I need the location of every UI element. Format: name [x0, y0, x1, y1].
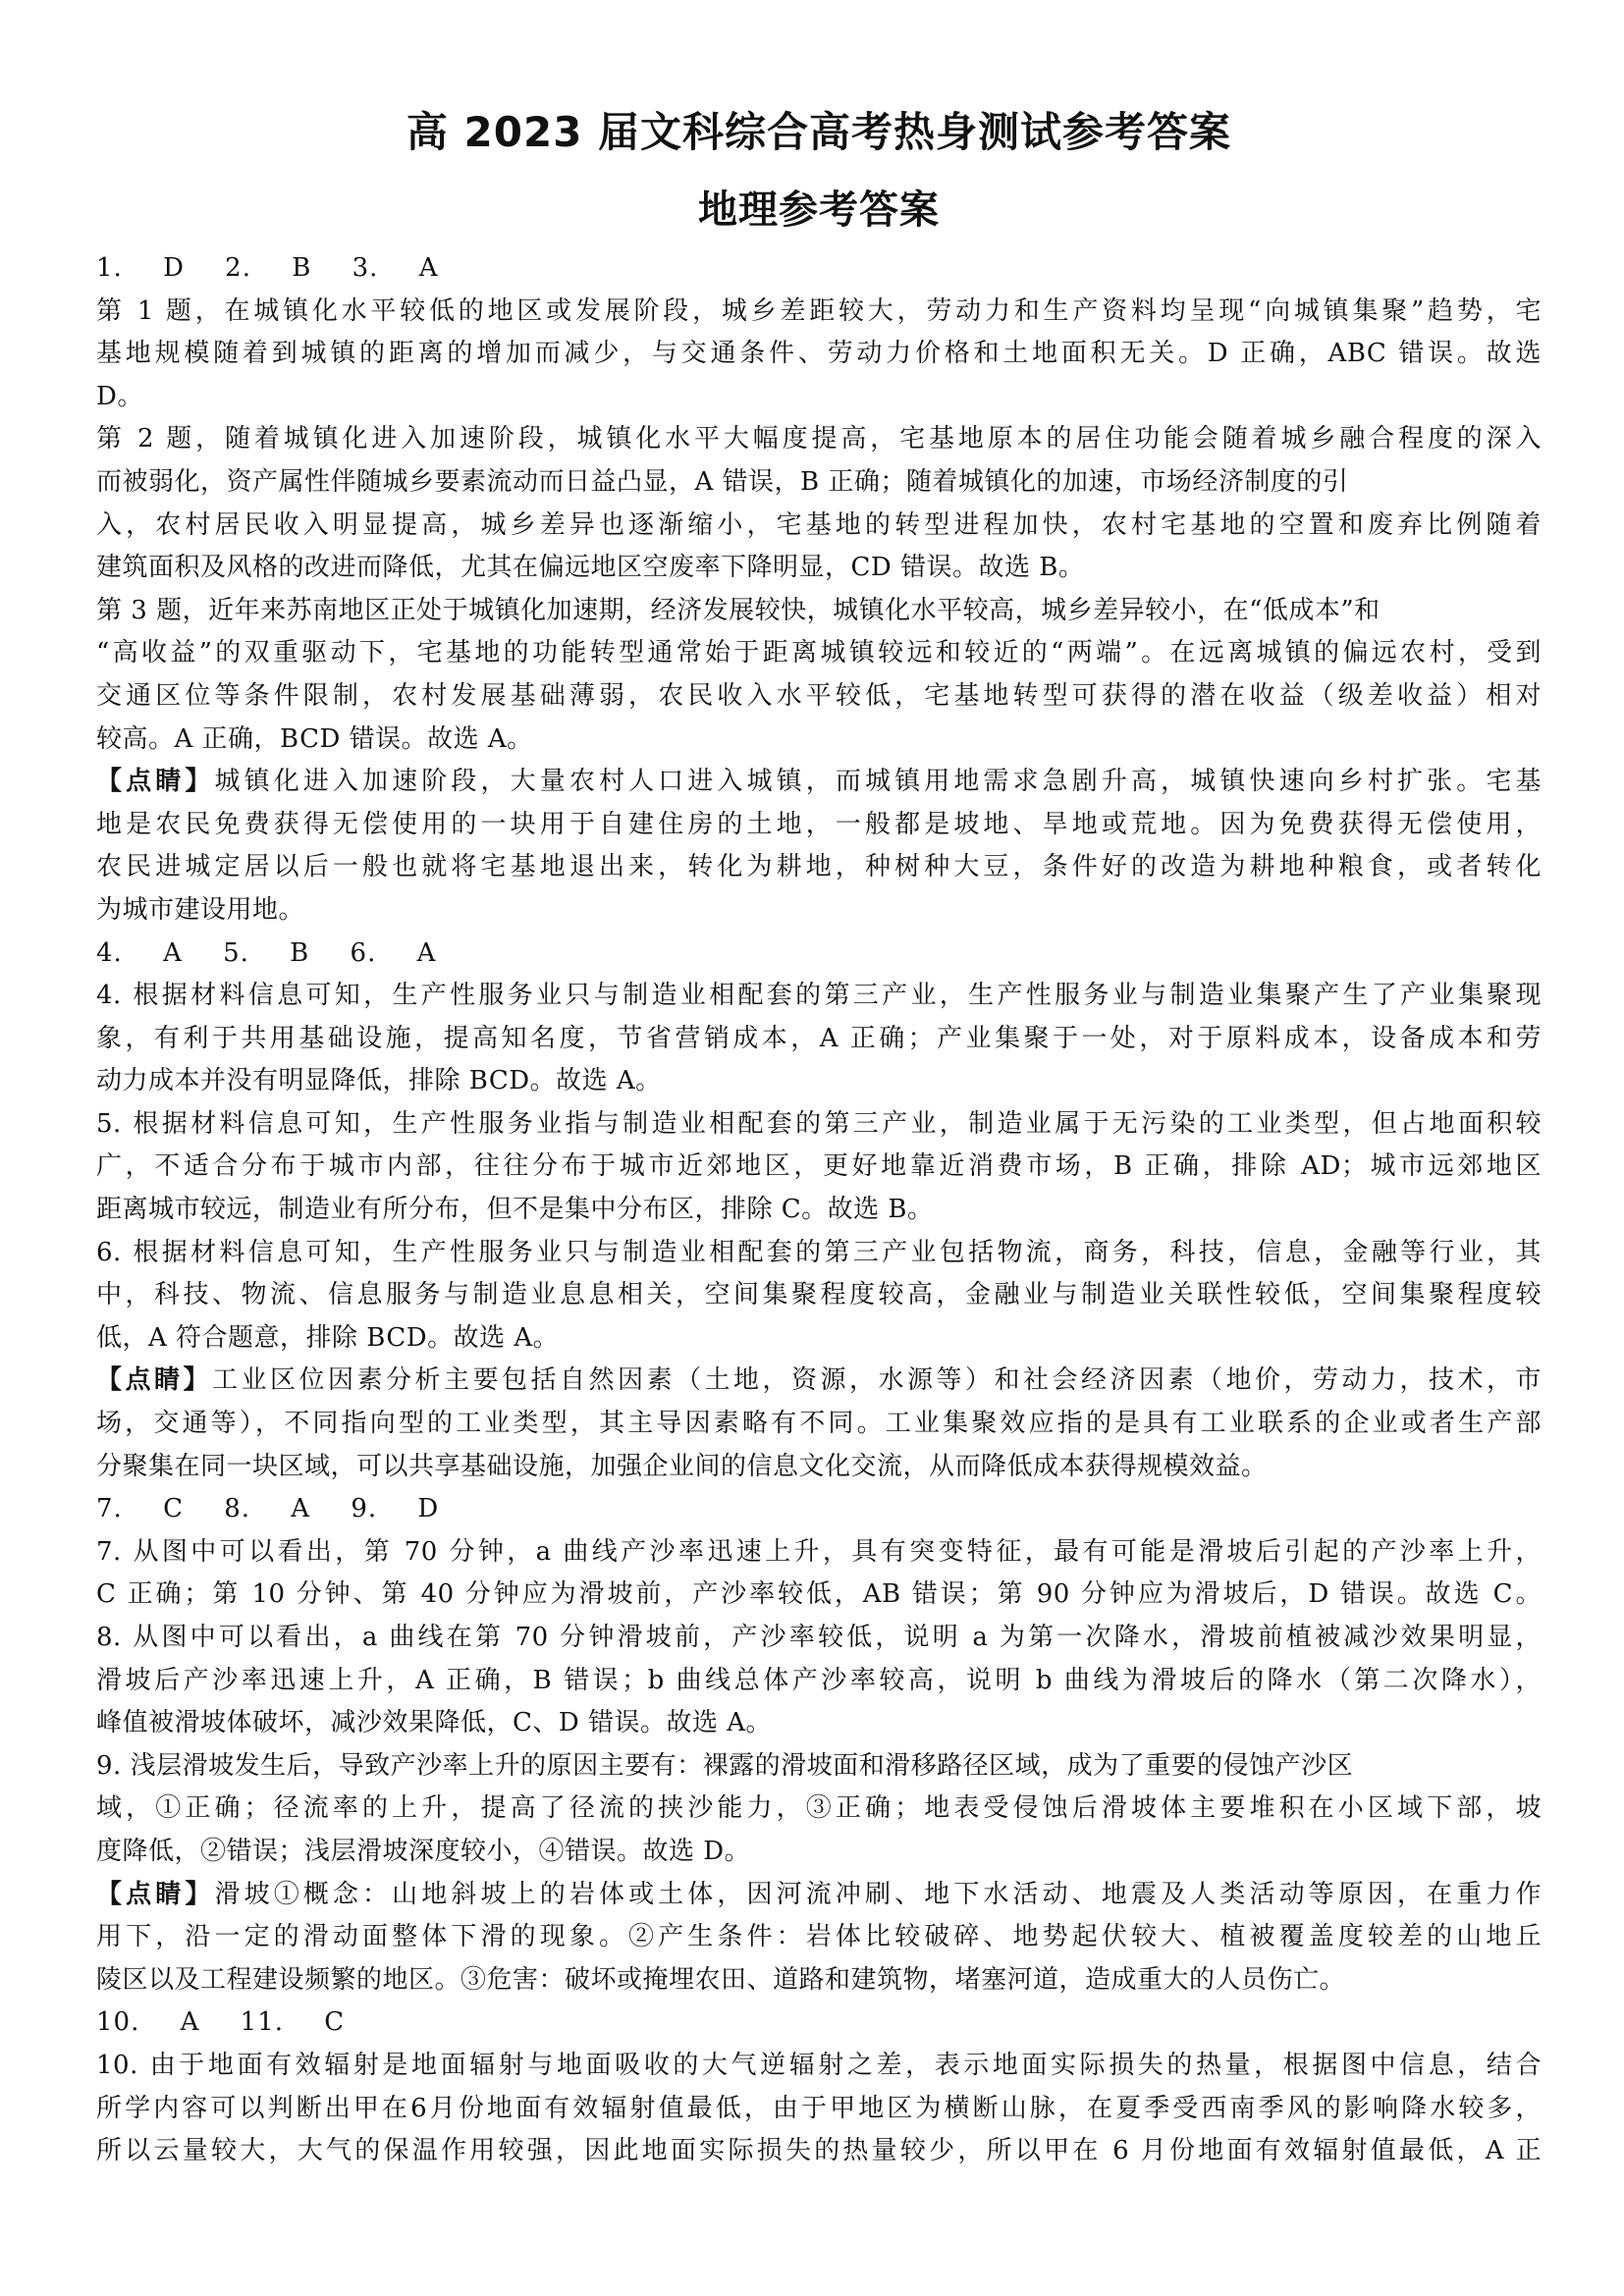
explanation-line: [96, 1531, 1542, 1575]
line-text: 建筑面积及风格的改进而降低，尤其在偏远地区空废率下降明显，CD 错误。故选 B。: [96, 553, 1085, 583]
commentary-tag: 【点睛】: [96, 767, 215, 797]
explanation-line: [96, 889, 1542, 933]
commentary-line: [96, 1360, 1542, 1403]
explanation-line: [96, 1831, 1542, 1874]
commentary-tag: 【点睛】: [96, 1365, 212, 1396]
explanation-line: [96, 291, 1542, 334]
section-title: 地理参考答案: [698, 187, 940, 233]
line-text: 农民进城定居以后一般也就将宅基地退出来，转化为耕地，种树种大豆，条件好的改造为耕地种粮食，或者转化: [96, 852, 1542, 882]
line-text: 8. 从图中可以看出，a 曲线在第 70 分钟滑坡前，产沙率较低，说明 a 为第一次降水，滑坡前植被减沙效果明显，: [96, 1623, 1542, 1652]
line-text: 距离城市较远，制造业有所分布，但不是集中分布区，排除 C。故选 B。: [96, 1195, 934, 1225]
explanation-line: [96, 1617, 1542, 1660]
explanation-line: [96, 719, 1542, 762]
line-text: 而被弱化，资产属性伴随城乡要素流动而日益凸显，A 错误，B 正确；随着城镇化的加速，市场经济制度的引: [96, 466, 1349, 497]
line-text: D。: [96, 381, 143, 411]
explanation-line: [96, 846, 1542, 889]
line-text: 地是农民免费获得无偿使用的一块用于自建住房的土地，一般都是坡地、旱地或荒地。因为免费获得无偿使用，: [96, 809, 1542, 839]
line-text: 5. 根据材料信息可知，生产性服务业指与制造业相配套的第三产业，制造业属于无污染的工业类型，但占地面积较: [96, 1108, 1542, 1139]
line-text: 10. 由于地面有效辐射是地面辐射与地面吸收的大气逆辐射之差，表示地面实际损失的热量，根据图中信息，结合: [96, 2050, 1542, 2080]
line-text: 中，科技、物流、信息服务与制造业息息相关，空间集聚程度较高，金融业与制造业关联性较低，空间集聚程度较: [96, 1280, 1542, 1310]
line-text: 峰值被滑坡体破坏，减沙效果降低，C、D 错误。故选 A。: [96, 1708, 773, 1738]
explanation-line: [96, 2088, 1542, 2131]
line-text: 9. 浅层滑坡发生后，导致产沙率上升的原因主要有：裸露的滑坡面和滑移路径区域，成为了重要的侵蚀产沙区: [96, 1750, 1354, 1781]
line-text: 基地规模随着到城镇的距离的增加而减少，与交通条件、劳动力价格和土地面积无关。D 正确，ABC 错误。故选: [96, 339, 1542, 369]
explanation-line: [96, 376, 1542, 419]
line-text: 1. D 2. B 3. A: [96, 253, 439, 283]
document-title: 高 2023 届文科综合高考热身测试参考答案: [406, 108, 1232, 156]
line-text: 第 2 题，随着城镇化进入加速阶段，城镇化水平大幅度提高，宅基地原本的居住功能会随着城乡融合程度的深入: [96, 424, 1542, 454]
explanation-line: [96, 1959, 1542, 2002]
explanation-line: [96, 1317, 1542, 1361]
line-text: 滑坡①概念：山地斜坡上的岩体或土体，因河流冲刷、地下水活动、地震及人类活动等原因，在重力作: [214, 1879, 1542, 1909]
explanation-line: [96, 1702, 1542, 1745]
commentary-tag: 【点睛】: [96, 1879, 215, 1909]
line-text: 低，A 符合题意，排除 BCD。故选 A。: [96, 1322, 560, 1353]
line-text: 域，①正确；径流率的上升，提高了径流的挟沙能力，③正确；地表受侵蚀后滑坡体主要堆积在小区域下部，坡: [96, 1793, 1542, 1824]
line-text: 场，交通等），不同指向型的工业类型，其主导因素略有不同。工业集聚效应指的是具有工业联系的企业或者生产部: [96, 1409, 1542, 1439]
line-text: 用下，沿一定的滑动面整体下滑的现象。②产生条件：岩体比较破碎、地势起伏较大、植被覆盖度较差的山地丘: [96, 1922, 1542, 1952]
line-text: 度降低，②错误；浅层滑坡深度较小，④错误。故选 D。: [96, 1836, 751, 1866]
line-text: 10. A 11. C: [96, 2007, 346, 2038]
line-text: 广，不适合分布于城市内部，往往分布于城市近郊地区，更好地靠近消费市场，B 正确，排除 AD；城市远郊地区: [96, 1151, 1542, 1182]
line-text: 分聚集在同一块区域，可以共享基础设施，加强企业间的信息文化交流，从而降低成本获得规模效益。: [96, 1451, 1268, 1481]
line-text: 陵区以及工程建设频繁的地区。③危害：破坏或掩埋农田、道路和建筑物，堵塞河道，造成重大的人员伤亡。: [96, 1964, 1346, 1995]
explanation-line: [96, 1103, 1542, 1147]
line-text: 交通区位等条件限制，农村发展基础薄弱，农民收入水平较低，宅基地转型可获得的潜在收益（级差收益）相对: [96, 680, 1542, 711]
explanation-line: [96, 461, 1542, 505]
explanation-line: [96, 1788, 1542, 1831]
explanation-line: [96, 1745, 1542, 1789]
line-text: “高收益”的双重驱动下，宅基地的功能转型通常始于距离城镇较远和较近的“两端”。在远离城镇的偏远农村，受到: [96, 638, 1542, 668]
explanation-line: [96, 418, 1542, 461]
explanation-line: [96, 1446, 1542, 1489]
line-text: 4. 根据材料信息可知，生产性服务业只与制造业相配套的第三产业，生产性服务业与制造业集聚产生了产业集聚现: [96, 981, 1542, 1011]
explanation-line: [96, 1274, 1542, 1317]
line-text: 城镇化进入加速阶段，大量农村人口进入城镇，而城镇用地需求急剧升高，城镇快速向乡村扩张。宅基: [214, 767, 1542, 797]
line-text: 7. C 8. A 9. D: [96, 1494, 440, 1524]
explanation-line: [96, 1916, 1542, 1959]
explanation-line: [96, 1232, 1542, 1275]
line-text: 入，农村居民收入明显提高，城乡差异也逐渐缩小，宅基地的转型进程加快，农村宅基地的空置和废弃比例随着: [96, 509, 1542, 540]
explanation-line: [96, 1189, 1542, 1232]
commentary-line: [96, 1874, 1542, 1917]
answer-key-line: [96, 247, 1542, 291]
explanation-line: [96, 1018, 1542, 1061]
line-text: 所以云量较大，大气的保温作用较强，因此地面实际损失的热量较少，所以甲在 6 月份地面有效辐射值最低，A 正: [96, 2136, 1542, 2166]
answer-key-line: [96, 933, 1542, 976]
explanation-line: [96, 333, 1542, 376]
explanation-line: [96, 2130, 1542, 2173]
explanation-line: [96, 1660, 1542, 1703]
explanation-line: [96, 975, 1542, 1018]
explanation-line: [96, 1060, 1542, 1103]
line-text: 第 1 题，在城镇化水平较低的地区或发展阶段，城乡差距较大，劳动力和生产资料均呈现“向城镇集聚”趋势，宅: [96, 295, 1542, 326]
explanation-line: [96, 632, 1542, 675]
explanation-line: [96, 590, 1542, 633]
line-text: 滑坡后产沙率迅速上升，A 正确，B 错误；b 曲线总体产沙率较高，说明 b 曲线为滑坡后的降水（第二次降水），: [96, 1665, 1542, 1695]
line-text: 工业区位因素分析主要包括自然因素（土地，资源，水源等）和社会经济因素（地价，劳动力，技术，市: [212, 1365, 1542, 1396]
line-text: 6. 根据材料信息可知，生产性服务业只与制造业相配套的第三产业包括物流，商务，科技，信息，金融等行业，其: [96, 1237, 1542, 1267]
line-text: 较高。A 正确，BCD 错误。故选 A。: [96, 723, 533, 754]
answer-key-line: [96, 1488, 1542, 1531]
line-text: 7. 从图中可以看出，第 70 分钟，a 曲线产沙率迅速上升，具有突变特征，最有可能是滑坡后引起的产沙率上升，: [96, 1536, 1542, 1567]
explanation-line: [96, 2045, 1542, 2088]
line-text: C 正确；第 10 分钟、第 40 分钟应为滑坡前，产沙率较低，AB 错误；第 90 分钟应为滑坡后，D 错误。故选 C。: [96, 1579, 1542, 1610]
explanation-line: [96, 1146, 1542, 1189]
line-text: 象，有利于共用基础设施，提高知名度，节省营销成本，A 正确；产业集聚于一处，对于原料成本，设备成本和劳: [96, 1023, 1542, 1053]
explanation-line: [96, 675, 1542, 719]
answer-key-line: [96, 2002, 1542, 2045]
explanation-line: [96, 547, 1542, 590]
line-text: 第 3 题，近年来苏南地区正处于城镇化加速期，经济发展较快，城镇化水平较高，城乡差异较小，在“低成本”和: [96, 595, 1380, 625]
explanation-line: [96, 1574, 1542, 1617]
commentary-line: [96, 761, 1542, 804]
line-text: 所学内容可以判断出甲在6月份地面有效辐射值最低，由于甲地区为横断山脉，在夏季受西南季风的影响降水较多，: [96, 2093, 1542, 2123]
line-text: 动力成本并没有明显降低，排除 BCD。故选 A。: [96, 1066, 662, 1096]
line-text: 为城市建设用地。: [96, 894, 305, 925]
line-text: 4. A 5. B 6. A: [96, 937, 437, 968]
answer-body: [96, 247, 1542, 2173]
explanation-line: [96, 1403, 1542, 1446]
explanation-line: [96, 505, 1542, 548]
explanation-line: [96, 804, 1542, 847]
